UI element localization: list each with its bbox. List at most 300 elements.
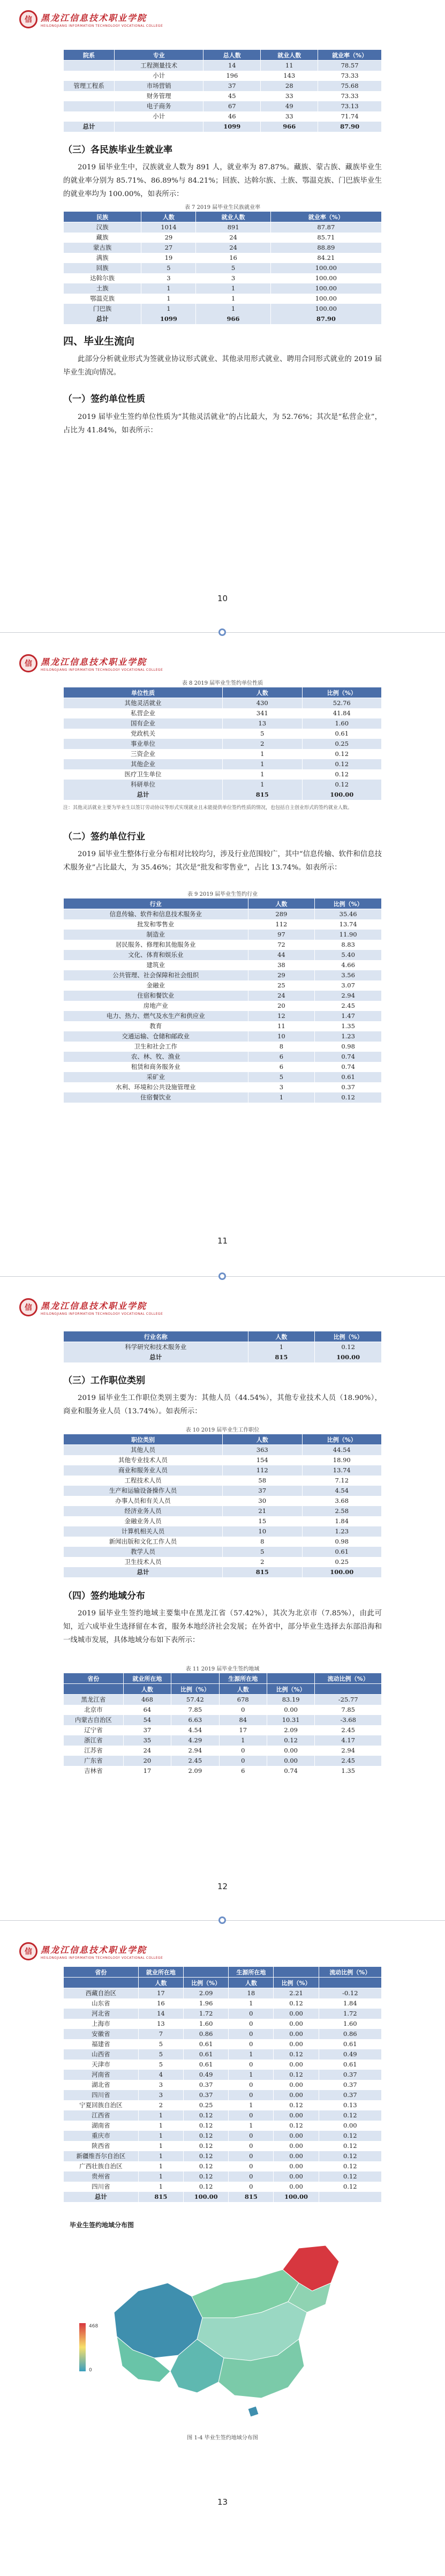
table-cell: 0.00: [274, 2029, 319, 2039]
unit-paragraph: 2019 届毕业生签约单位性质为“其他灵活就业”的占比最大，为 52.76%；其次是“私营企业”，占比为 41.84%，如表所示：: [63, 413, 382, 435]
table-cell: 6: [219, 1766, 267, 1776]
school-seal-icon: 信: [19, 10, 37, 28]
table-row: [64, 2110, 382, 2121]
table-row: [64, 1476, 382, 1486]
school-name-en: HEILONGJIANG INFORMATION TECHNOLOGY VOCATIONAL COLLEGE: [41, 1312, 163, 1316]
major-employment-table-cont: [63, 49, 382, 132]
table-cell: 0.25: [302, 739, 382, 749]
report-page-12: [0, 1288, 445, 1920]
table-cell: 10: [248, 1031, 315, 1042]
table-cell: 文化、体育和娱乐业: [64, 950, 248, 960]
table-cell: 2.94: [315, 991, 382, 1001]
table-cell: 1: [138, 2151, 183, 2161]
table-header-cell: 比例（%）: [274, 1978, 319, 1988]
table-cell: 2: [138, 2100, 183, 2110]
table-header-cell: 就业所在地: [123, 1673, 171, 1684]
table-cell: 100.00: [270, 273, 381, 283]
region-table-caption: 表 11 2019 届毕业生签约地域: [185, 1666, 260, 1672]
table-header-cell: 就业人数: [261, 50, 318, 61]
table-row: [64, 2151, 382, 2161]
table-cell: 管理工程系: [64, 81, 115, 91]
table-cell: 工程测量技术: [115, 61, 203, 71]
table-cell: 72: [248, 940, 315, 950]
table-cell: 0: [229, 2029, 274, 2039]
table-cell: 4.54: [171, 1725, 219, 1735]
table-cell: 贵州省: [64, 2171, 139, 2182]
table-cell: 0.00: [319, 2121, 381, 2131]
table-cell: 卫生技术人员: [64, 1557, 223, 1567]
table-cell: 15: [223, 1516, 303, 1526]
table-row: [64, 1547, 382, 1557]
table-cell: 87.90: [318, 122, 382, 132]
school-seal-icon: 信: [19, 1942, 37, 1960]
table-cell: 江苏省: [64, 1746, 124, 1756]
table-cell: 四川省: [64, 2090, 139, 2100]
table-header-cell: 生源所在地: [219, 1673, 267, 1684]
table-cell: 1: [223, 769, 303, 780]
table-cell: 57.42: [171, 1695, 219, 1705]
table-cell: 1: [138, 2171, 183, 2182]
table-cell: 0: [229, 2151, 274, 2161]
table-cell: 2: [223, 739, 303, 749]
table-row: [64, 1988, 382, 1998]
table-cell: 商业和服务业人员: [64, 1465, 223, 1476]
table-cell: 24: [248, 991, 315, 1001]
table-header-cell: 民族: [64, 212, 141, 222]
table-cell: 0.12: [274, 1998, 319, 2009]
table-cell: 市场营销: [115, 81, 203, 91]
table-cell: 24: [196, 233, 270, 243]
table-row: [64, 304, 382, 314]
table-cell: 0.25: [184, 2100, 229, 2110]
table-cell: 0.12: [184, 2182, 229, 2192]
table-cell: 科研单位: [64, 780, 223, 790]
table-cell: 0.00: [267, 1746, 314, 1756]
table-row: [64, 2049, 382, 2060]
table-row: [64, 1715, 382, 1725]
table-row: [64, 919, 382, 930]
table-row: [64, 1695, 382, 1705]
table-cell: 1: [196, 304, 270, 314]
table-cell: 33: [261, 111, 318, 122]
table-total-row: [64, 314, 382, 324]
table-cell: 总计: [64, 314, 141, 324]
table-cell: 0.61: [184, 2039, 229, 2049]
table-cell: 0.12: [184, 2121, 229, 2131]
table-cell: 100.00: [184, 2192, 229, 2202]
school-logo: [19, 1297, 163, 1318]
table-row: [64, 233, 382, 243]
table-cell: 100.00: [274, 2192, 319, 2202]
table-cell: 815: [138, 2192, 183, 2202]
table-cell: 小计: [115, 71, 203, 81]
table-cell: 20: [248, 1001, 315, 1011]
table-cell: 总计: [64, 1567, 223, 1577]
section-job-heading: （三）工作职位类别: [63, 1375, 145, 1386]
table-row: [64, 1001, 382, 1011]
table-cell: 上海市: [64, 2019, 139, 2029]
table-cell: 6: [248, 1062, 315, 1072]
table-cell: 7: [138, 2029, 183, 2039]
table-cell: 5: [138, 2049, 183, 2060]
table-row: [64, 1746, 382, 1756]
table-row: [64, 780, 382, 790]
table-row: [64, 991, 382, 1001]
table-cell: 0.74: [315, 1052, 382, 1062]
table-row: [64, 1092, 382, 1103]
table-cell: 966: [196, 314, 270, 324]
table-cell: 815: [229, 2192, 274, 2202]
map-caption: 图 1-4 毕业生签约地域分布图: [187, 2435, 258, 2441]
separator-dot-icon: [218, 1916, 226, 1924]
table-cell: 87.90: [270, 314, 381, 324]
table-cell: 2.45: [315, 1001, 382, 1011]
table-cell: 0: [229, 2171, 274, 2182]
table-cell: 1.23: [315, 1031, 382, 1042]
table-cell: 0.12: [267, 1735, 314, 1746]
table-cell: 46: [203, 111, 261, 122]
table-header-cell: 人数: [248, 898, 315, 909]
table-cell: 2.58: [302, 1506, 382, 1516]
table-cell: 25: [248, 980, 315, 991]
table-cell: 0.00: [274, 2171, 319, 2182]
table-header-cell: [267, 1673, 314, 1684]
table-cell: 84: [219, 1715, 267, 1725]
table-cell: 门巴族: [64, 304, 141, 314]
table-row: [64, 2090, 382, 2100]
table-cell: 112: [223, 1465, 303, 1476]
table-row: [64, 222, 382, 233]
table-cell: 2.21: [274, 1988, 319, 1998]
table-cell: 藏族: [64, 233, 141, 243]
table-header-cell: [315, 1684, 382, 1695]
page-number: 13: [217, 2497, 228, 2507]
table-cell: 3: [138, 2080, 183, 2090]
table-cell: 45: [203, 91, 261, 101]
table-header-cell: 人数: [138, 1978, 183, 1988]
table-total-row: [64, 122, 382, 132]
table-cell: 44.54: [302, 1445, 382, 1455]
table-cell: 5: [196, 263, 270, 273]
table-cell: 1: [196, 283, 270, 294]
table-row: [64, 1516, 382, 1526]
table-row: [64, 1021, 382, 1031]
table-cell: -0.12: [319, 1988, 381, 1998]
table-cell: 1: [229, 2070, 274, 2080]
table-row: [64, 708, 382, 718]
table-cell: 64: [123, 1705, 171, 1715]
table-cell: 20: [123, 1756, 171, 1766]
table-cell: 房地产业: [64, 1001, 248, 1011]
region-table: [63, 1673, 382, 1776]
table-cell: 蒙古族: [64, 243, 141, 253]
table-cell: 0.37: [315, 1082, 382, 1092]
table-cell: 13.74: [315, 919, 382, 930]
table-cell: 0.61: [319, 2060, 381, 2070]
table-cell: 78.57: [318, 61, 382, 71]
table-cell: 0.61: [315, 1072, 382, 1082]
table-cell: 100.00: [270, 283, 381, 294]
table-row: [64, 1537, 382, 1547]
table-cell: 1: [141, 294, 196, 304]
table-cell: 35: [123, 1735, 171, 1746]
table-header-cell: [64, 1684, 124, 1695]
table-cell: 13: [223, 718, 303, 729]
school-name-cn: 黑龙江信息技术职业学院: [41, 1300, 147, 1311]
table-row: [64, 1725, 382, 1735]
map-legend-bar: [79, 2323, 86, 2371]
table-cell: 0.37: [319, 2070, 381, 2080]
table-cell: 8: [223, 1537, 303, 1547]
table-cell: 7.85: [171, 1705, 219, 1715]
table-cell: 0.00: [274, 2182, 319, 2192]
table-header-cell: 就业率（%）: [270, 212, 381, 222]
table-cell: 0.49: [184, 2070, 229, 2080]
page-separator: [0, 1920, 445, 1932]
table-cell: 5: [248, 1072, 315, 1082]
table-header-cell: 院系: [64, 50, 115, 61]
table-row: [64, 1445, 382, 1455]
table-cell: 1.35: [315, 1766, 382, 1776]
table-cell: 468: [123, 1695, 171, 1705]
table-row: [64, 273, 382, 283]
table-cell: 水利、环境和公共设施管理业: [64, 1082, 248, 1092]
table-cell: 4.29: [171, 1735, 219, 1746]
table-cell: [115, 122, 203, 132]
job-table-caption: 表 10 2019 届毕业生工作职位: [185, 1427, 260, 1433]
table-cell: 0.61: [302, 729, 382, 739]
table-row: [64, 1465, 382, 1476]
table-cell: 0.12: [319, 2141, 381, 2151]
table-total-row: [64, 2192, 382, 2202]
table-cell: 35.46: [315, 909, 382, 919]
school-name-en: HEILONGJIANG INFORMATION TECHNOLOGY VOCATIONAL COLLEGE: [41, 24, 163, 28]
table-cell: 17: [219, 1725, 267, 1735]
table-row: [64, 909, 382, 919]
table-cell: 0.12: [184, 2141, 229, 2151]
table-cell: -25.77: [315, 1695, 382, 1705]
table-header-cell: [274, 1967, 319, 1978]
table-cell: 1: [229, 1998, 274, 2009]
table-row: [64, 930, 382, 940]
table-cell: 建筑业: [64, 960, 248, 970]
table-cell: 3: [196, 273, 270, 283]
table-cell: 湖北省: [64, 2080, 139, 2090]
table-header-cell: 比例（%）: [302, 1434, 382, 1445]
table-cell: 1099: [141, 314, 196, 324]
table-cell: 37: [223, 1486, 303, 1496]
table-cell: 7.85: [315, 1705, 382, 1715]
table-cell: 私营企业: [64, 708, 223, 718]
table-cell: 52.76: [302, 698, 382, 708]
table-cell: 84.21: [270, 253, 381, 263]
table-cell: 住宿和餐饮业: [64, 991, 248, 1001]
table-cell: 0.12: [274, 2049, 319, 2060]
table-row: [64, 2009, 382, 2019]
table-cell: 1: [138, 2161, 183, 2171]
table-cell: 卫生和社会工作: [64, 1042, 248, 1052]
table-cell: 0.12: [319, 2161, 381, 2171]
table-cell: [64, 61, 115, 71]
table-header-cell: 人数: [229, 1978, 274, 1988]
table-row: [64, 294, 382, 304]
school-name-cn: 黑龙江信息技术职业学院: [41, 1944, 147, 1955]
ethnic-paragraph: 2019 届毕业生中，汉族就业人数为 891 人，就业率为 87.87%。藏族、蒙古族、藏族毕业生的就业率分别为 85.71%、86.89%与 84.21%；回族、达斡尔族、土族、鄂温克族、门巴族毕业生的就业率均为 100.00%，如表所示：: [63, 163, 382, 198]
table-cell: 815: [223, 1567, 303, 1577]
table-header-cell: 流动比例（%）: [319, 1967, 381, 1978]
unit-table-note: 注：其他灵活就业主要为毕业生以签订劳动协议等形式实现就业且未能提供单位签约性质的情况，也包括自主创业形式的签约就业人数。: [63, 805, 353, 811]
table-cell: 0.12: [319, 2131, 381, 2141]
table-row: [64, 81, 382, 91]
table-cell: 1.35: [315, 1021, 382, 1031]
table-cell: 88.89: [270, 243, 381, 253]
table-row: [64, 718, 382, 729]
table-cell: 0.00: [274, 2151, 319, 2161]
table-cell: 100.00: [302, 1567, 382, 1577]
page-number: 12: [217, 1882, 228, 1891]
table-row: [64, 1526, 382, 1537]
table-cell: 5: [138, 2060, 183, 2070]
table-cell: 0.00: [274, 2161, 319, 2171]
table-cell: 0: [229, 2060, 274, 2070]
table-cell: 5: [223, 729, 303, 739]
page-separator: [0, 632, 445, 644]
table-cell: 24: [196, 243, 270, 253]
table-cell: 0.86: [319, 2029, 381, 2039]
table-header-cell: [64, 1978, 139, 1988]
page-separator: [0, 1276, 445, 1288]
table-total-row: [64, 1567, 382, 1577]
table-cell: 1.23: [302, 1526, 382, 1537]
table-cell: 1: [138, 2121, 183, 2131]
table-cell: 内蒙古自治区: [64, 1715, 124, 1725]
table-cell: 100.00: [270, 294, 381, 304]
table-cell: 33: [261, 91, 318, 101]
table-cell: 三资企业: [64, 749, 223, 759]
table-header-cell: 人数: [248, 1331, 315, 1342]
table-cell: 广西壮族自治区: [64, 2161, 139, 2171]
table-cell: 0.98: [302, 1537, 382, 1547]
table-cell: 1: [223, 749, 303, 759]
table-row: [64, 2121, 382, 2131]
industry-table: [63, 898, 382, 1103]
job-paragraph: 2019 届毕业生工作职位类别主要为：其他人员（44.54%），其他专业技术人员（18.90%），商业和服务业人员（13.74%）。如表所示：: [63, 1394, 382, 1416]
table-cell: 0.12: [274, 2100, 319, 2110]
table-cell: 28: [261, 81, 318, 91]
table-cell: 1: [138, 2131, 183, 2141]
table-cell: 河南省: [64, 2070, 139, 2080]
table-cell: 1.60: [319, 2019, 381, 2029]
table-cell: 0.00: [274, 2009, 319, 2019]
table-cell: 430: [223, 698, 303, 708]
table-cell: 0.37: [319, 2080, 381, 2090]
table-cell: 1014: [141, 222, 196, 233]
table-cell: 0.12: [184, 2151, 229, 2161]
table-row: [64, 71, 382, 81]
table-header-cell: 人数: [219, 1684, 267, 1695]
table-row: [64, 253, 382, 263]
table-header-cell: 省份: [64, 1673, 124, 1684]
table-cell: 0.00: [274, 2039, 319, 2049]
table-cell: 0.12: [184, 2110, 229, 2121]
unit-table-caption: 表 8 2019 届毕业生签约单位性质: [182, 680, 263, 686]
table-cell: 2.94: [171, 1746, 219, 1756]
table-cell: 71.74: [318, 111, 382, 122]
table-cell: 5: [223, 1547, 303, 1557]
table-cell: 0: [219, 1705, 267, 1715]
table-cell: 1: [141, 304, 196, 314]
table-cell: 黑龙江省: [64, 1695, 124, 1705]
table-cell: 196: [203, 71, 261, 81]
table-cell: 0.61: [302, 1547, 382, 1557]
table-cell: 0.37: [319, 2090, 381, 2100]
table-cell: 生产和运输设备操作人员: [64, 1486, 223, 1496]
table-cell: 83.19: [267, 1695, 314, 1705]
table-cell: 1.47: [315, 1011, 382, 1021]
table-cell: 0: [229, 2090, 274, 2100]
table-cell: 3: [138, 2090, 183, 2100]
table-cell: 0.00: [274, 2141, 319, 2151]
table-cell: 29: [141, 233, 196, 243]
table-cell: 总计: [64, 122, 115, 132]
table-cell: 电子商务: [115, 101, 203, 111]
table-header-cell: 比例（%）: [302, 687, 382, 698]
table-cell: 0.00: [267, 1705, 314, 1715]
table-cell: 1: [248, 1092, 315, 1103]
table-cell: 湖南省: [64, 2121, 139, 2131]
table-cell: 租赁和商务服务业: [64, 1062, 248, 1072]
region-paragraph: 2019 届毕业生签约地域主要集中在黑龙江省（57.42%），其次为北京市（7.85%），由此可知，近六成毕业生选择留在本省，服务本地经济社会发展；在外省中，部分毕业生选择去东部沿海和一线城市发展，具体地域分布如下表所示：: [63, 1609, 382, 1644]
table-row: [64, 2131, 382, 2141]
table-cell: 3.68: [302, 1496, 382, 1506]
table-cell: 16: [196, 253, 270, 263]
table-cell: 0.00: [274, 2019, 319, 2029]
table-header-cell: 流动比例（%）: [315, 1673, 382, 1684]
table-cell: 0.00: [274, 2131, 319, 2141]
table-cell: 1: [196, 294, 270, 304]
table-cell: 21: [223, 1506, 303, 1516]
table-cell: 电力、热力、燃气及水生产和供应业: [64, 1011, 248, 1021]
table-cell: 0.37: [184, 2090, 229, 2100]
table-cell: 5: [138, 2039, 183, 2049]
table-cell: 67: [203, 101, 261, 111]
table-cell: 18.90: [302, 1455, 382, 1465]
table-cell: [64, 91, 115, 101]
table-cell: 112: [248, 919, 315, 930]
table-cell: 10.31: [267, 1715, 314, 1725]
table-cell: 0: [229, 2080, 274, 2090]
table-cell: [64, 101, 115, 111]
table-header-cell: [171, 1673, 219, 1684]
table-cell: 3: [141, 273, 196, 283]
table-cell: 四川省: [64, 2182, 139, 2192]
table-row: [64, 2100, 382, 2110]
table-cell: 12: [248, 1011, 315, 1021]
table-cell: 2.09: [184, 1988, 229, 1998]
report-page-11: [0, 644, 445, 1276]
table-cell: 1: [138, 2141, 183, 2151]
section-region-heading: （四）签约地域分布: [63, 1591, 145, 1601]
table-row: [64, 1998, 382, 2009]
table-cell: 科学研究和技术服务业: [64, 1342, 248, 1352]
table-cell: 27: [141, 243, 196, 253]
table-row: [64, 283, 382, 294]
table-cell: 吉林省: [64, 1766, 124, 1776]
table-cell: 37: [203, 81, 261, 91]
table-cell: 新闻出版和文化工作人员: [64, 1537, 223, 1547]
table-cell: 0: [219, 1756, 267, 1766]
industry-paragraph: 2019 届毕业生整体行业分布相对比较均匀，涉及行业范围较广，其中“信息传输、软件和信息技术服务业”占比最大，为 35.46%；其次是“批发和零售业”，占比 13.74%。如表所示：: [63, 850, 382, 872]
